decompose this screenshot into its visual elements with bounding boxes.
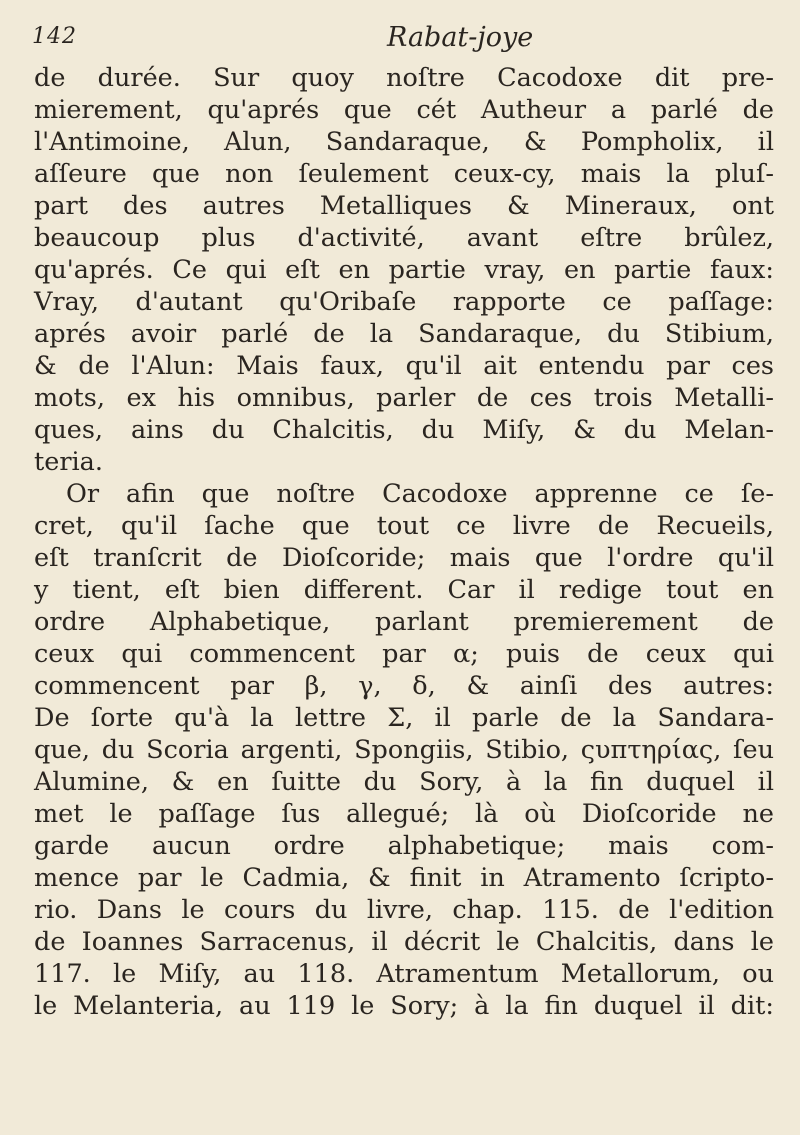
text-line: aſſeure que non ſeulement ceux-cy, mais la pluſ- [34, 159, 774, 189]
text-line: de durée. Sur quoy noſtre Cacodoxe dit pre- [34, 63, 774, 93]
text-line: mierement, qu'aprés que cét Autheur a parlé de [34, 95, 774, 125]
text-line: ques, ains du Chalcitis, du Miſy, & du Melan- [34, 415, 774, 445]
page-number: 142 [32, 24, 77, 49]
text-line: & de l'Alun: Mais faux, qu'il ait entendu par ces [34, 351, 774, 381]
text-line: eſt tranſcrit de Dioſcoride; mais que l'ordre qu'il [34, 543, 774, 573]
text-line: cret, qu'il ſache que tout ce livre de Recueils, [34, 511, 774, 541]
text-line: y tient, eſt bien different. Car il redige tout en [34, 575, 774, 605]
text-line: Alumine, & en ſuitte du Sory, à la fin duquel il [34, 767, 774, 797]
text-line: aprés avoir parlé de la Sandaraque, du Stibium, [34, 319, 774, 349]
text-line: le Melanteria, au 119 le Sory; à la fin duquel il dit: [34, 991, 774, 1021]
text-line: qu'aprés. Ce qui eſt en partie vray, en partie faux: [34, 255, 774, 285]
text-line: ordre Alphabetique, parlant premierement de [34, 607, 774, 637]
text-line: ceux qui commencent par α; puis de ceux qui [34, 639, 774, 669]
text-line: rio. Dans le cours du livre, chap. 115. de l'edition [34, 895, 774, 925]
running-head: Rabat-joye [387, 22, 534, 53]
text-line: part des autres Metalliques & Mineraux, ont [34, 191, 774, 221]
text-line: Or afin que noſtre Cacodoxe apprenne ce ſe- [66, 479, 774, 509]
text-line: 117. le Miſy, au 118. Atramentum Metallorum, ou [34, 959, 774, 989]
text-line: de Ioannes Sarracenus, il décrit le Chalcitis, dans le [34, 927, 774, 957]
text-line: beaucoup plus d'activité, avant eſtre brûlez, [34, 223, 774, 253]
text-line: teria. [34, 447, 103, 477]
page-header [22, 22, 740, 62]
text-line: l'Antimoine, Alun, Sandaraque, & Pompholix, il [34, 127, 774, 157]
text-line: mence par le Cadmia, & finit in Atramento ſcripto- [34, 863, 774, 893]
body-text [34, 62, 774, 1022]
text-line: Vray, d'autant qu'Oribaſe rapporte ce paſſage: [34, 287, 774, 317]
text-line: garde aucun ordre alphabetique; mais com- [34, 831, 774, 861]
text-line: que, du Scoria argenti, Spongiis, Stibio, ςυπτηρίας, ſeu [34, 735, 774, 765]
text-line: commencent par β, γ, δ, & ainſi des autres: [34, 671, 774, 701]
text-line: met le paſſage ſus allegué; là où Dioſcoride ne [34, 799, 774, 829]
text-line: mots, ex his omnibus, parler de ces trois Metalli- [34, 383, 774, 413]
text-line: De ſorte qu'à la lettre Σ, il parle de la Sandara- [34, 703, 774, 733]
